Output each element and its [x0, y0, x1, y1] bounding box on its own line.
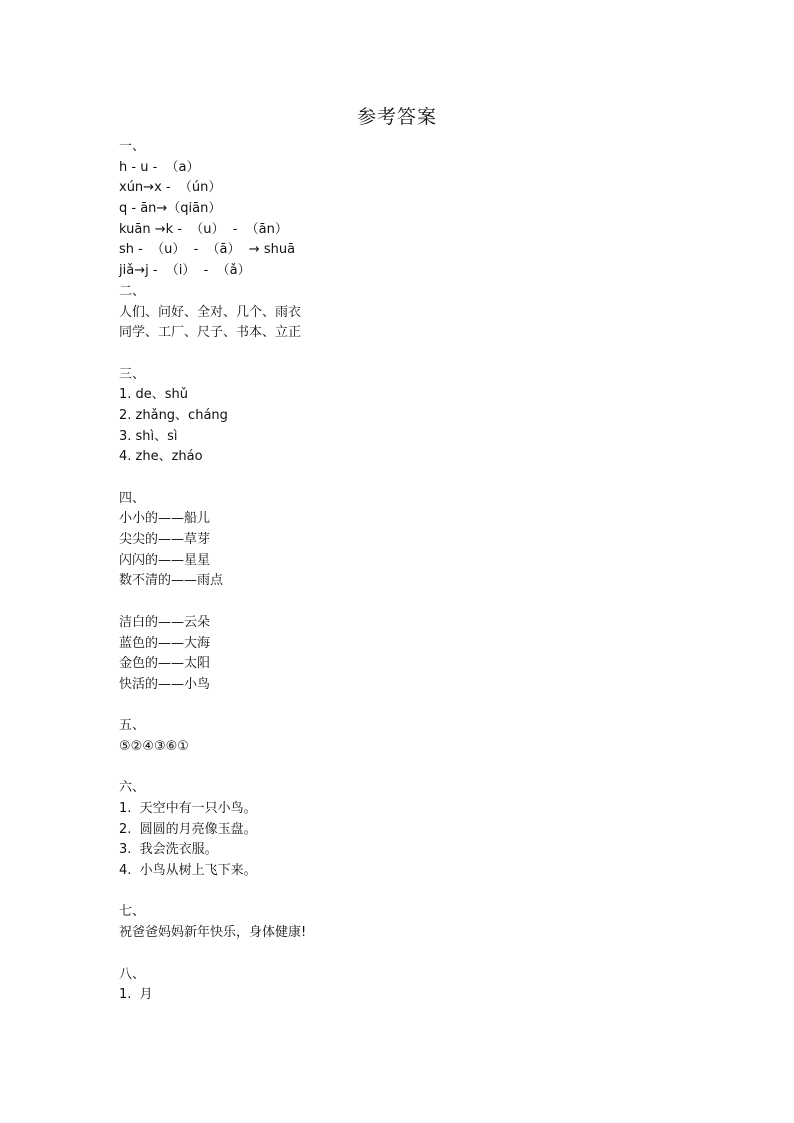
page-title: 参考答案	[356, 106, 437, 128]
section-8-line: 1. 月	[119, 987, 153, 1003]
section-4-line: 小小的——船儿	[119, 511, 211, 527]
section-1-line: jiǎ→j - （i） - （ǎ）	[119, 263, 251, 279]
section-6-heading: 六、	[119, 780, 146, 796]
section-4-line: 闪闪的——星星	[119, 552, 211, 568]
section-1-line: sh - （u） - （ā） → shuā	[119, 242, 296, 258]
section-1-line: xún→x - （ún）	[119, 180, 222, 196]
section-2-line: 人们、问好、全对、几个、雨衣	[119, 304, 302, 320]
section-6-line: 3. 我会洗衣服。	[119, 842, 218, 858]
section-4-line: 蓝色的——大海	[119, 635, 211, 651]
section-3-heading: 三、	[119, 366, 146, 382]
section-5-line: ⑤②④③⑥①	[119, 738, 189, 754]
section-3-line: 4. zhe、zháo	[119, 449, 203, 465]
section-1-line: kuān →k - （u） - （ān）	[119, 221, 288, 237]
answer-content	[119, 137, 679, 1006]
spacer	[119, 696, 679, 717]
section-2-heading: 二、	[119, 283, 146, 299]
section-3-line: 1. de、shǔ	[119, 387, 189, 403]
section-5-heading: 五、	[119, 718, 146, 734]
section-2-line: 同学、工厂、尺子、书本、立正	[119, 325, 302, 341]
section-4-line: 尖尖的——草芽	[119, 532, 211, 548]
spacer	[119, 344, 679, 365]
section-6-line: 2. 圆圆的月亮像玉盘。	[119, 821, 257, 837]
section-3-line: 2. zhǎng、cháng	[119, 407, 228, 423]
section-8-heading: 八、	[119, 966, 146, 982]
section-7-heading: 七、	[119, 904, 146, 920]
section-4-line: 快活的——小鸟	[119, 676, 211, 692]
spacer	[119, 592, 679, 613]
section-6-line: 4. 小鸟从树上飞下来。	[119, 863, 257, 879]
section-4-line: 金色的——太阳	[119, 656, 211, 672]
section-4-line: 洁白的——云朵	[119, 614, 211, 630]
section-7-line: 祝爸爸妈妈新年快乐，身体健康!	[119, 925, 307, 941]
spacer	[119, 758, 679, 779]
section-1-line: h - u - （a）	[119, 159, 200, 175]
section-4-heading: 四、	[119, 490, 146, 506]
section-3-line: 3. shì、sì	[119, 428, 178, 444]
spacer	[119, 468, 679, 489]
section-6-line: 1. 天空中有一只小鸟。	[119, 801, 257, 816]
section-4-line: 数不清的——雨点	[119, 573, 224, 589]
spacer	[119, 882, 679, 903]
section-1-line: q - ān→（qiān）	[119, 201, 222, 217]
spacer	[119, 944, 679, 965]
section-1-heading: 一、	[119, 139, 146, 154]
